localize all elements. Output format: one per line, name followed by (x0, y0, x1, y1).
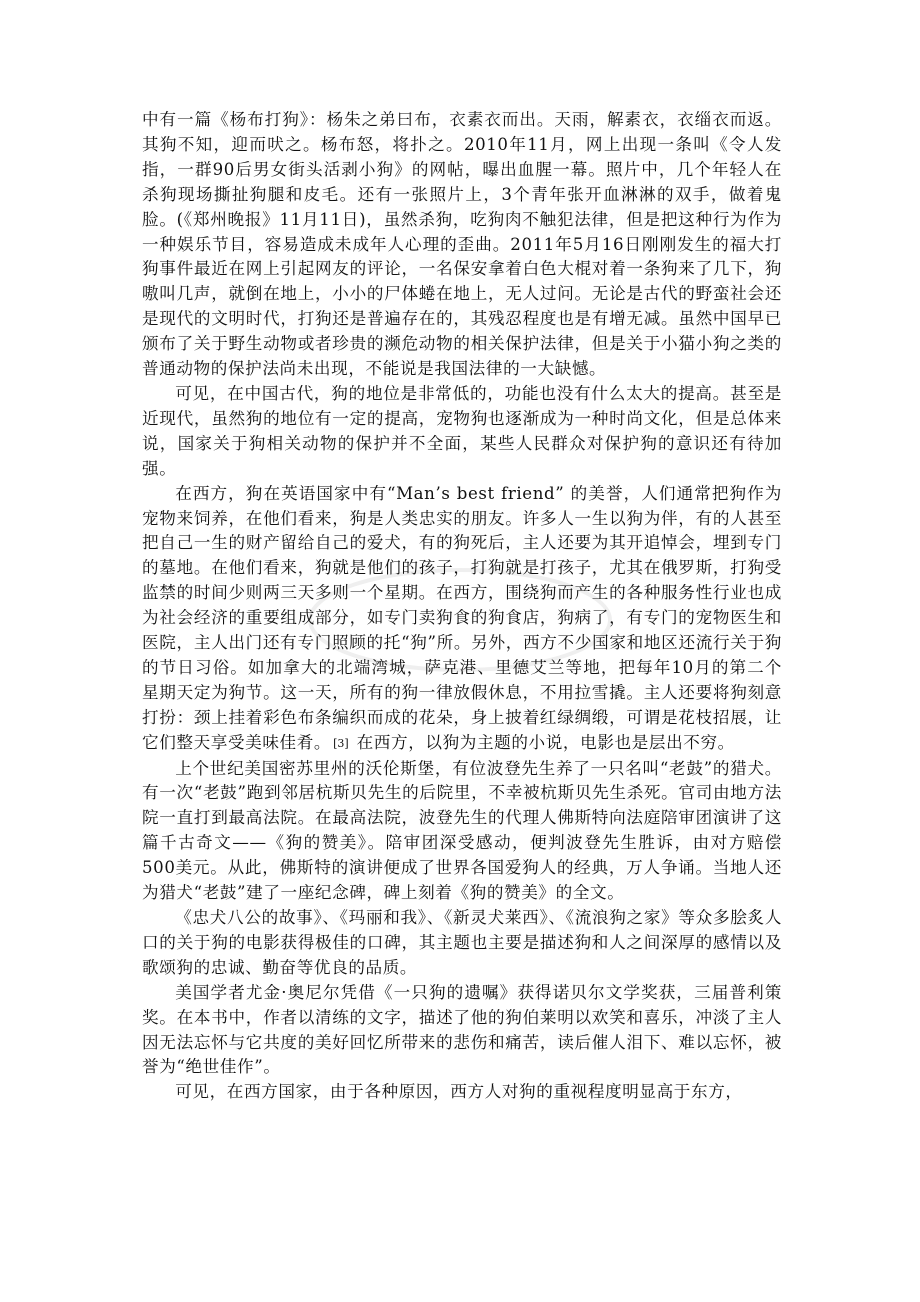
paragraph-text: 上个世纪美国密苏里州的沃伦斯堡，有位波登先生养了一只名叫“老鼓”的猎犬。有一次“老鼓”跑到邻居杭斯贝先生的后院里，不幸被杭斯贝先生杀死。官司由地方法院一直打到最高法院。在最高法院，波登先生的代理人佛斯特向法庭陪审团演讲了这篇千古奇文——《狗的赞美》。陪审团深受感动，便判波登先生胜诉，由对方赔偿500美元。从此，佛斯特的演讲便成了世界各国爱狗人的经典，万人争诵。当地人还为猎犬“老鼓”建了一座纪念碑，碑上刻着《狗的赞美》的全文。 (142, 758, 782, 903)
paragraph (142, 757, 782, 906)
paragraph-text: 《忠犬八公的故事》、《玛丽和我》、《新灵犬莱西》、《流浪狗之家》等众多脍炙人口的关于狗的电影获得极佳的口碑，其主题也主要是描述狗和人之间深厚的感情以及歌颂狗的忠诚、勤奋等优良的品质。 (142, 908, 782, 977)
paragraph-text: 可见，在西方国家，由于各种原因，西方人对狗的重视程度明显高于东方， (175, 1082, 743, 1102)
paragraph-text: 中有一篇《杨布打狗》：杨朱之弟曰布，衣素衣而出。天雨，解素衣，衣缁衣而返。其狗不知，迎而吠之。杨布怒，将扑之。2010年11月，网上出现一条叫《令人发指，一群90后男女街头活剥小狗》的网帖，曝出血腥一幕。照片中，几个年轻人在杀狗现场撕扯狗腿和皮毛。还有一张照片上，3个青年张开血淋淋的双手，做着鬼脸。(《郑州晚报》11月11日)，虽然杀狗，吃狗肉不触犯法律，但是把这种行为作为一种娱乐节目，容易造成未成年人心理的歪曲。2011年5月16日刚刚发生的福大打狗事件最近在网上引起网友的评论，一名保安拿着白色大棍对着一条狗来了几下，狗嗷叫几声，就倒在地上，小小的尸体蜷在地上，无人过问。无论是古代的野蛮社会还是现代的文明时代，打狗还是普遍存在的，其残忍程度也是有增无减。虽然中国早已颁布了关于野生动物或者珍贵的濒危动物的相关保护法律，但是关于小猫小狗之类的普通动物的保护法尚未出现，不能说是我国法律的一大缺憾。 (142, 110, 783, 379)
paragraph-text: 在西方，狗在英语国家中有“Man’s best friend” 的美誉，人们通常把狗作为宠物来饲养，在他们看来，狗是人类忠实的朋友。许多人一生以狗为伴，有的人甚至把自己一生的财产留给自己的爱犬，有的狗死后，主人还要为其开追悼会，埋到专门的墓地。在他们看来，狗就是他们的孩子，打狗就是打孩子，尤其在俄罗斯，打狗受监禁的时间少则两三天多则一个星期。在西方，围绕狗而产生的各种服务性行业也成为社会经济的重要组成部分，如专门卖狗食的狗食店，狗病了，有专门的宠物医生和医院，主人出门还有专门照顾的托“狗”所。另外，西方不少国家和地区还流行关于狗的节日习俗。如加拿大的北端湾城，萨克港、里德艾兰等地，把每年10月的第二个星期天定为狗节。这一天，所有的狗一律放假休息，不用拉雪撬。主人还要将狗刻意打扮：颈上挂着彩色布条编织而成的花朵，身上披着红绿绸缎，可谓是花枝招展，让它们整天享受美味佳肴。 (142, 483, 782, 752)
paragraph (142, 382, 782, 482)
paragraph-text: 可见，在中国古代，狗的地位是非常低的，功能也没有什么太大的提高。甚至是近现代，虽然狗的地位有一定的提高，宠物狗也逐渐成为一种时尚文化，但是总体来说，国家关于狗相关动物的保护并不全面，某些人民群众对保护狗的意识还有待加强。 (142, 383, 782, 478)
citation-marker: [3] (333, 736, 349, 750)
paragraph (142, 981, 782, 1081)
paragraph (142, 482, 782, 757)
body-text (142, 108, 782, 1105)
paragraph-text: 美国学者尤金·奥尼尔凭借《一只狗的遗嘱》获得诺贝尔文学奖获，三届普利策奖。在本书中，作者以清练的文字，描述了他的狗伯莱明以欢笑和喜乐，冲淡了主人因无法忘怀与它共度的美好回忆所带来的悲伤和痛苦，读后催人泪下、难以忘怀，被誉为“绝世佳作”。 (142, 982, 782, 1077)
paragraph (142, 108, 782, 382)
paragraph (142, 906, 782, 981)
paragraph (142, 1080, 782, 1105)
paragraph-text: 在西方，以狗为主题的小说，电影也是层出不穷。 (350, 732, 735, 752)
